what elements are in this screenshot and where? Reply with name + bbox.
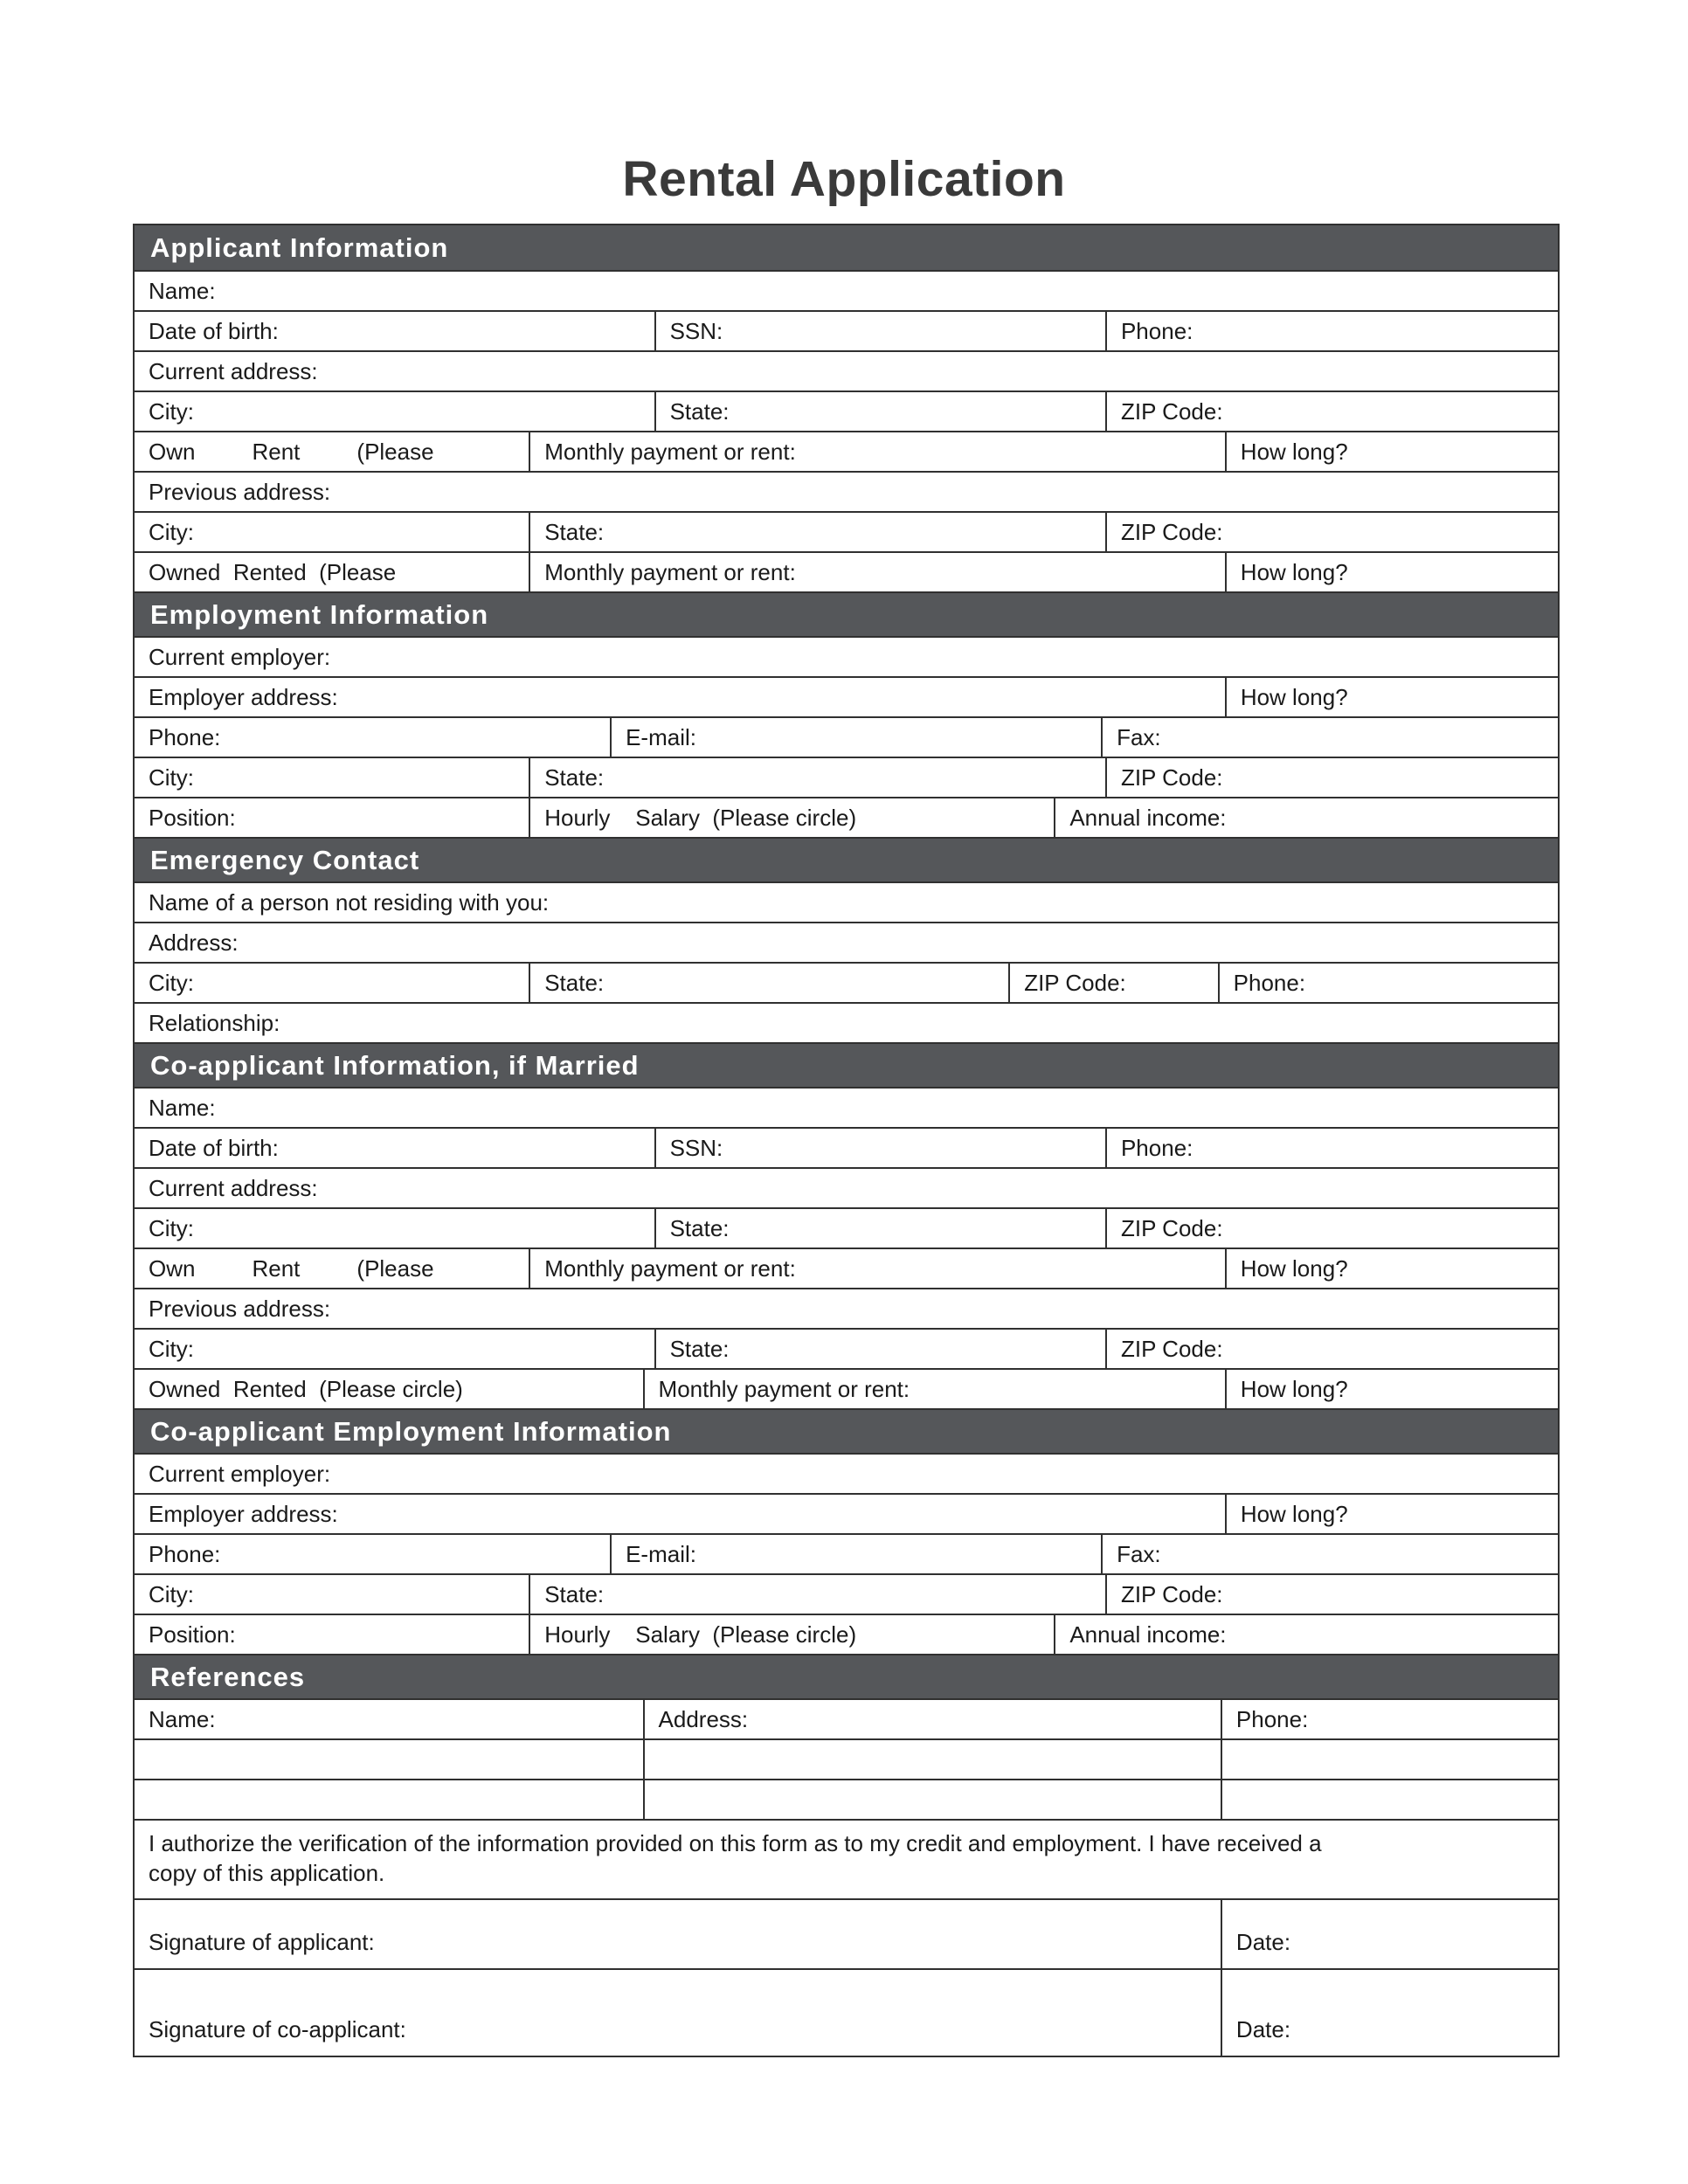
coapplicant-prev-how-long-field: How long? [1225,1370,1558,1408]
coapplicant-previous-address-field: Previous address: [149,1295,331,1322]
annual-income-field: Annual income: [1054,798,1558,837]
form-row [135,881,1558,922]
form-row [135,471,1558,511]
applicant-prev-monthly-payment-field: Monthly payment or rent: [529,553,1225,591]
applicant-own-rent-field: Own Rent (Please [149,438,434,465]
form-row [135,270,1558,310]
coapplicant-employer-how-long-field: How long? [1225,1495,1558,1533]
form-row [135,1614,1558,1654]
applicant-owned-rented-field: Owned Rented (Please [149,558,397,585]
form-row [135,1698,1558,1738]
coapplicant-dob-field: Date of birth: [149,1134,279,1161]
hourly-salary-field: Hourly Salary (Please circle) [529,798,1054,837]
reference-name-field: Name: [149,1705,216,1732]
section-header-emergency-contact: Emergency Contact [135,837,1558,881]
authorization-row [135,1819,1558,1898]
coapplicant-work-zip-field: ZIP Code: [1105,1575,1558,1614]
form-row [135,1002,1558,1042]
reference-row2-phone-cell [1221,1780,1558,1819]
applicant-signature-date-field: Date: [1221,1900,1558,1968]
applicant-signature-field: Signature of applicant: [149,1929,375,1955]
coapplicant-email-field: E-mail: [610,1535,1101,1573]
section-header-coapplicant-information: Co-applicant Information, if Married [135,1042,1558,1087]
employer-address-field: Employer address: [149,683,338,710]
form-row [135,676,1558,716]
form-row [135,1453,1558,1493]
applicant-monthly-payment-field: Monthly payment or rent: [529,432,1225,471]
emergency-phone-field: Phone: [1218,964,1558,1002]
applicant-prev-zip-field: ZIP Code: [1105,513,1558,551]
form-row [135,1533,1558,1573]
coapplicant-own-rent-field: Own Rent (Please [149,1254,434,1282]
coapplicant-signature-field: Signature of co-applicant: [149,2016,406,2042]
section-header-coapplicant-employment: Co-applicant Employment Information [135,1408,1558,1453]
reference-row2-address-cell [643,1780,1221,1819]
relationship-field: Relationship: [149,1009,280,1036]
employer-how-long-field: How long? [1225,678,1558,716]
form-row [135,1248,1558,1288]
form-row [135,716,1558,757]
reference-row1-phone-cell [1221,1740,1558,1779]
email-field: E-mail: [610,718,1101,757]
coapplicant-current-address-field: Current address: [149,1174,318,1201]
form-row [135,390,1558,431]
coapplicant-work-state-field: State: [529,1575,1105,1614]
coapplicant-ssn-field: SSN: [654,1129,1105,1167]
applicant-prev-how-long-field: How long? [1225,553,1558,591]
emergency-zip-field: ZIP Code: [1008,964,1217,1002]
emergency-address-field: Address: [149,929,239,956]
rental-application-form [133,224,1560,2057]
form-row [135,1288,1558,1328]
emergency-name-field: Name of a person not residing with you: [149,888,550,916]
section-header-employment-information: Employment Information [135,591,1558,636]
coapplicant-zip-field: ZIP Code: [1105,1209,1558,1248]
coapplicant-prev-zip-field: ZIP Code: [1105,1330,1558,1368]
applicant-city-field: City: [149,397,194,425]
authorization-text: I authorize the verification of the information provided on this form as to my credit and employment. I have received a copy of this application. [149,1830,1322,1887]
coapplicant-prev-city-field: City: [149,1335,194,1362]
form-row [135,1573,1558,1614]
coapplicant-hourly-salary-field: Hourly Salary (Please circle) [529,1615,1054,1654]
position-field: Position: [149,804,236,831]
reference-row1-address-cell [643,1740,1221,1779]
coapplicant-prev-state-field: State: [654,1330,1105,1368]
form-row [135,350,1558,390]
coapplicant-annual-income-field: Annual income: [1054,1615,1558,1654]
reference-address-field: Address: [643,1700,1221,1738]
emergency-state-field: State: [529,964,1008,1002]
form-row [135,511,1558,551]
form-row [135,757,1558,797]
coapplicant-owned-rented-field: Owned Rented (Please circle) [149,1375,463,1402]
form-row [135,1207,1558,1248]
coapplicant-work-phone-field: Phone: [149,1540,221,1567]
form-row [135,431,1558,471]
form-row [135,551,1558,591]
coapplicant-phone-field: Phone: [1105,1129,1558,1167]
coapplicant-fax-field: Fax: [1101,1535,1558,1573]
form-row [135,922,1558,962]
signature-coapplicant-row [135,1968,1558,2056]
coapplicant-city-field: City: [149,1214,194,1241]
authorization-cell [135,1821,1558,1898]
coapplicant-signature-date-field: Date: [1221,1970,1558,2056]
coapplicant-employer-field: Current employer: [149,1460,331,1487]
form-row [135,1368,1558,1408]
applicant-current-address-field: Current address: [149,357,318,384]
fax-field: Fax: [1101,718,1558,757]
applicant-name-field: Name: [149,277,216,304]
applicant-how-long-field: How long? [1225,432,1558,471]
form-row [135,797,1558,837]
coapplicant-state-field: State: [654,1209,1105,1248]
applicant-state-field: State: [654,392,1105,431]
page-title: Rental Application [622,151,1066,207]
applicant-dob-field: Date of birth: [149,317,279,344]
section-header-applicant-information: Applicant Information [135,225,1558,270]
coapplicant-work-city-field: City: [149,1580,194,1607]
form-row [135,636,1558,676]
emergency-city-field: City: [149,969,194,996]
coapplicant-name-field: Name: [149,1094,216,1121]
form-row [135,1167,1558,1207]
form-row [135,310,1558,350]
coapplicant-employer-address-field: Employer address: [149,1500,338,1527]
reference-row1-name-cell [135,1740,643,1779]
employer-field: Current employer: [149,643,331,670]
coapplicant-prev-monthly-payment-field: Monthly payment or rent: [643,1370,1225,1408]
applicant-ssn-field: SSN: [654,312,1105,350]
applicant-zip-field: ZIP Code: [1105,392,1558,431]
coapplicant-monthly-payment-field: Monthly payment or rent: [529,1249,1225,1288]
signature-applicant-row [135,1898,1558,1968]
coapplicant-position-field: Position: [149,1621,236,1648]
reference-row2-name-cell [135,1780,643,1819]
form-row [135,962,1558,1002]
work-city-field: City: [149,764,194,791]
applicant-prev-city-field: City: [149,518,194,545]
applicant-phone-field: Phone: [1105,312,1558,350]
reference-phone-field: Phone: [1221,1700,1558,1738]
work-state-field: State: [529,758,1105,797]
form-row [135,1493,1558,1533]
form-row [135,1087,1558,1127]
work-zip-field: ZIP Code: [1105,758,1558,797]
section-header-references: References [135,1654,1558,1698]
form-row [135,1779,1558,1819]
form-row [135,1738,1558,1779]
applicant-prev-state-field: State: [529,513,1105,551]
coapplicant-how-long-field: How long? [1225,1249,1558,1288]
form-row [135,1127,1558,1167]
form-row [135,1328,1558,1368]
work-phone-field: Phone: [149,723,221,750]
applicant-previous-address-field: Previous address: [149,478,331,505]
